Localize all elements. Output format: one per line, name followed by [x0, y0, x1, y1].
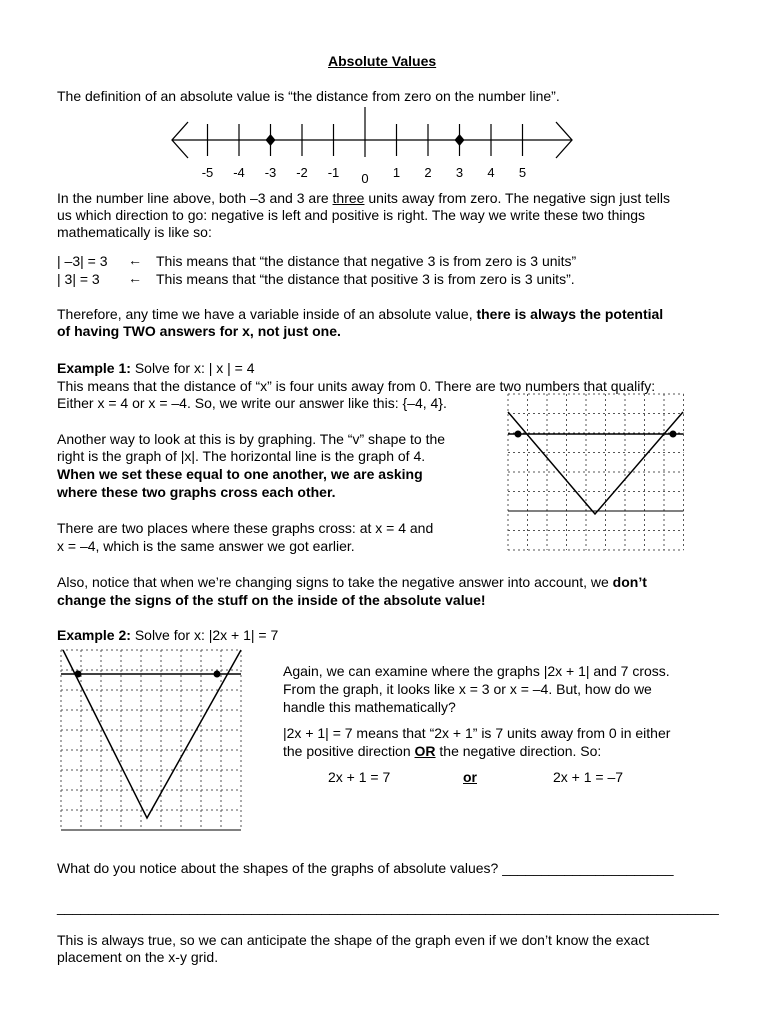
eq1-expr: | –3| = 3 [57, 253, 108, 269]
left-arrow-icon: ← [128, 270, 142, 286]
example2-heading: Example 2: Solve for x: |2x + 1| = 7 [57, 627, 279, 643]
underlined-three: three [332, 190, 365, 206]
tick-label: -2 [296, 165, 308, 180]
closing-line2: placement on the x-y grid. [57, 949, 219, 965]
example1-line6: where these two graphs cross each other. [57, 484, 336, 500]
marked-point [266, 134, 276, 146]
intersection-point [670, 431, 677, 438]
tick-label: 4 [487, 165, 495, 180]
number-line [160, 105, 590, 190]
example2-eq-or: or [463, 769, 477, 785]
closing-line1: This is always true, so we can anticipate the shape of the graph even if we don’t know the exact [57, 932, 650, 948]
graph-abs-x [505, 392, 685, 564]
intersection-point [75, 671, 82, 678]
example1-line2: Either x = 4 or x = –4. So, we write our answer like this: {–4, 4}. [57, 395, 447, 411]
answer-line: _____________________________________________________________________________________ [57, 899, 719, 915]
tick-label: 3 [455, 165, 464, 180]
para3-line2: change the signs of the stuff on the inside of the absolute value! [57, 592, 486, 608]
example1-line3: Another way to look at this is by graphing. The “v” shape to the [57, 431, 446, 447]
para1-line2: us which direction to go: negative is left and positive is right. The way we write these two things [57, 207, 646, 223]
example1-line8: x = –4, which is the same answer we got earlier. [57, 538, 355, 554]
tick-label: -5 [201, 165, 214, 180]
page-title: Absolute Values [328, 53, 437, 69]
example1-line4: right is the graph of |x|. The horizontal line is the graph of 4. [57, 448, 426, 464]
para2-line1: Therefore, any time we have a variable inside of an absolute value, there is always the potential [57, 306, 664, 322]
tick-label: -4 [233, 165, 245, 180]
graph-abs-2x-plus-1 [58, 648, 248, 838]
tick-label: 1 [392, 165, 401, 180]
para3-line1: Also, notice that when we’re changing signs to take the negative answer into account, we don’t [57, 574, 647, 590]
example1-heading: Example 1: Solve for x: | x | = 4 [57, 360, 255, 376]
example2-line4: |2x + 1| = 7 means that “2x + 1” is 7 units away from 0 in either [283, 725, 671, 741]
marked-point [455, 134, 465, 146]
tick-label: -1 [327, 165, 340, 180]
tick-label: 5 [518, 165, 527, 180]
eq2-text: This means that “the distance that positive 3 is from zero is 3 units”. [156, 271, 575, 287]
tick-label: -3 [264, 165, 277, 180]
example2-line2: From the graph, it looks like x = 3 or x = –4. But, how do we [283, 681, 652, 697]
example2-line5: the positive direction OR the negative direction. So: [283, 743, 602, 759]
left-arrow-icon: ← [128, 252, 142, 268]
eq2-expr: | 3| = 3 [57, 271, 100, 287]
para1-line1: In the number line above, both –3 and 3 are three units away from zero. The negative sign just tells [57, 190, 671, 206]
tick-label: 2 [424, 165, 432, 180]
example1-line5: When we set these equal to one another, we are asking [57, 466, 423, 482]
example2-eq-left: 2x + 1 = 7 [328, 769, 391, 785]
para1-line3: mathematically is like so: [57, 224, 212, 240]
intro-text: The definition of an absolute value is “the distance from zero on the number line”. [57, 88, 560, 104]
question-text: What do you notice about the shapes of the graphs of absolute values? ______________________ [57, 860, 674, 876]
v-shape-graph [508, 412, 683, 514]
example2-line1: Again, we can examine where the graphs |2x + 1| and 7 cross. [283, 663, 670, 679]
intersection-point [515, 431, 522, 438]
example1-line7: There are two places where these graphs cross: at x = 4 and [57, 520, 434, 536]
eq1-text: This means that “the distance that negative 3 is from zero is 3 units” [156, 253, 577, 269]
example1-line1: This means that the distance of “x” is four units away from 0. There are two numbers that qualify: [57, 378, 656, 394]
example2-line3: handle this mathematically? [283, 699, 456, 715]
para2-line2: of having TWO answers for x, not just one. [57, 323, 341, 339]
tick-label: 0 [361, 171, 369, 186]
example2-eq-right: 2x + 1 = –7 [553, 769, 624, 785]
intersection-point [214, 671, 221, 678]
